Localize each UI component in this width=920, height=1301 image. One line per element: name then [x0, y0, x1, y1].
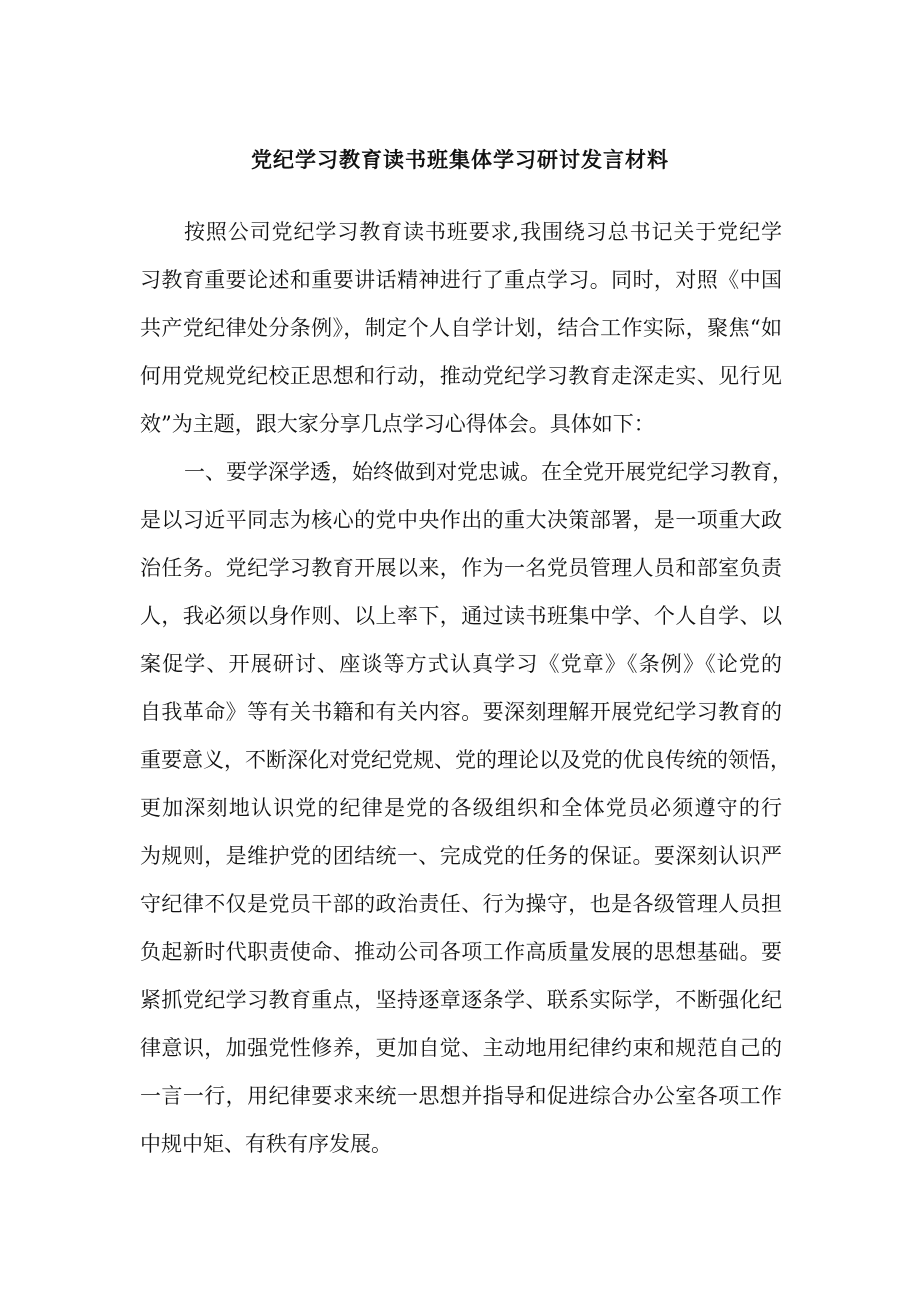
text-line: 为规则，是维护党的团结统一、完成党的任务的保证。要深刻认识严 [140, 844, 782, 868]
text-line: 一言一行，用纪律要求来统一思想并指导和促进综合办公室各项工作 [140, 1084, 782, 1108]
text-line: 案促学、开展研讨、座谈等方式认真学习《党章》《条例》《论党的 [140, 652, 782, 676]
text-line: 重要意义，不断深化对党纪党规、党的理论以及党的优良传统的领悟， [140, 748, 791, 772]
text-line: 效”为主题，跟大家分享几点学习心得体会。具体如下： [140, 412, 655, 436]
text-line: 是以习近平同志为核心的党中央作出的重大决策部署，是一项重大政 [140, 508, 782, 532]
text-line: 按照公司党纪学习教育读书班要求,我围绕习总书记关于党纪学 [184, 220, 782, 244]
text-line: 紧抓党纪学习教育重点，坚持逐章逐条学、联系实际学，不断强化纪 [140, 988, 782, 1012]
document-title: 党纪学习教育读书班集体学习研讨发言材料 [251, 147, 669, 172]
text-line: 人，我必须以身作则、以上率下，通过读书班集中学、个人自学、以 [140, 604, 782, 628]
text-line: 律意识，加强党性修养，更加自觉、主动地用纪律约束和规范自己的 [140, 1036, 782, 1060]
text-line: 更加深刻地认识党的纪律是党的各级组织和全体党员必须遵守的行 [140, 796, 782, 820]
text-line: 治任务。党纪学习教育开展以来，作为一名党员管理人员和部室负责 [140, 556, 782, 580]
text-line: 自我革命》等有关书籍和有关内容。要深刻理解开展党纪学习教育的 [140, 700, 782, 724]
text-line: 共产党纪律处分条例》，制定个人自学计划，结合工作实际，聚焦“如 [140, 316, 782, 340]
text-line: 一、要学深学透，始终做到对党忠诚。在全党开展党纪学习教育， [184, 460, 793, 484]
text-line: 负起新时代职责使命、推动公司各项工作高质量发展的思想基础。要 [140, 940, 782, 964]
text-line: 中规中矩、有秩有序发展。 [140, 1132, 392, 1156]
text-line: 何用党规党纪校正思想和行动，推动党纪学习教育走深走实、见行见 [140, 364, 782, 388]
text-line: 守纪律不仅是党员干部的政治责任、行为操守，也是各级管理人员担 [140, 892, 782, 916]
text-line: 习教育重要论述和重要讲话精神进行了重点学习。同时，对照《中国 [140, 268, 782, 292]
